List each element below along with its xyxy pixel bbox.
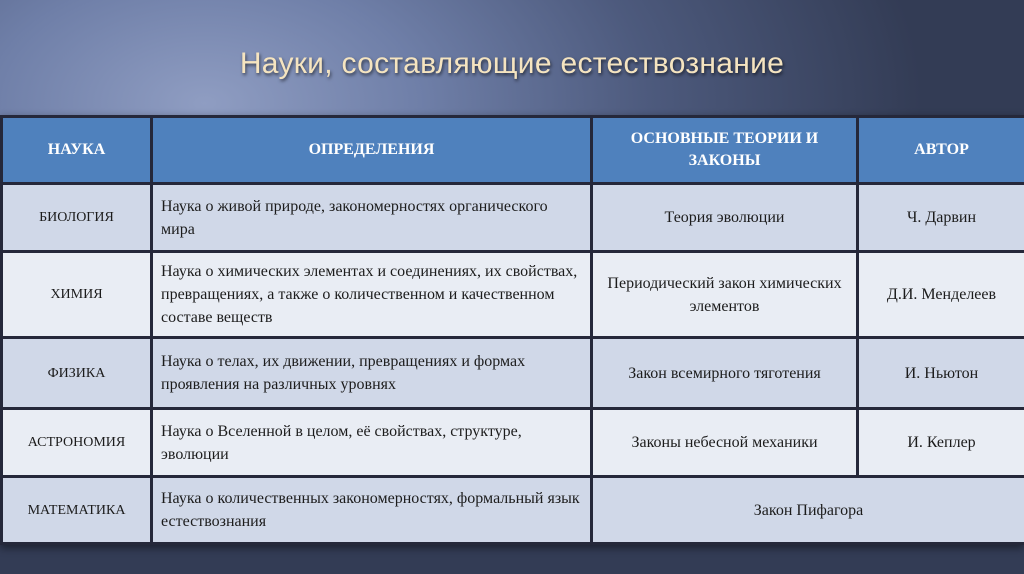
header-science: НАУКА xyxy=(3,118,150,182)
cell-author: Ч. Дарвин xyxy=(859,185,1024,250)
cell-theory: Периодический закон химических элементов xyxy=(593,253,856,336)
table-row xyxy=(3,339,1024,407)
cell-science: МАТЕМАТИКА xyxy=(3,478,150,542)
cell-science: ХИМИЯ xyxy=(3,253,150,336)
cell-definition: Наука о Вселенной в целом, её свойствах, структуре, эволюции xyxy=(153,410,590,475)
cell-author: Д.И. Менделеев xyxy=(859,253,1024,336)
slide-title: Науки, составляющие естествознание xyxy=(239,47,785,80)
cell-science: БИОЛОГИЯ xyxy=(3,185,150,250)
cell-theory: Закон всемирного тяготения xyxy=(593,339,856,407)
cell-science: ФИЗИКА xyxy=(3,339,150,407)
cell-theory: Законы небесной механики xyxy=(593,410,856,475)
cell-author: И. Кеплер xyxy=(859,410,1024,475)
cell-definition: Наука о химических элементах и соединениях, их свойствах, превращениях, а также о количественном и качественном составе веществ xyxy=(153,253,590,336)
cell-theory: Теория эволюции xyxy=(593,185,856,250)
table-row xyxy=(3,410,1024,475)
header-theories: ОСНОВНЫЕ ТЕОРИИ И ЗАКОНЫ xyxy=(593,118,856,182)
cell-definition: Наука о количественных закономерностях, формальный язык естествознания xyxy=(153,478,590,542)
table-row xyxy=(3,253,1024,336)
header-definitions: ОПРЕДЕЛЕНИЯ xyxy=(153,118,590,182)
header-author: АВТОР xyxy=(859,118,1024,182)
cell-definition: Наука о телах, их движении, превращениях и формах проявления на различных уровнях xyxy=(153,339,590,407)
sciences-table xyxy=(0,115,1024,545)
cell-science: АСТРОНОМИЯ xyxy=(3,410,150,475)
cell-definition: Наука о живой природе, закономерностях органического мира xyxy=(153,185,590,250)
table-row xyxy=(3,478,1024,542)
header-row xyxy=(3,118,1024,182)
cell-theory: Закон Пифагора xyxy=(593,478,1024,542)
table-row xyxy=(3,185,1024,250)
cell-author: И. Ньютон xyxy=(859,339,1024,407)
sciences-table-container xyxy=(0,115,1024,545)
